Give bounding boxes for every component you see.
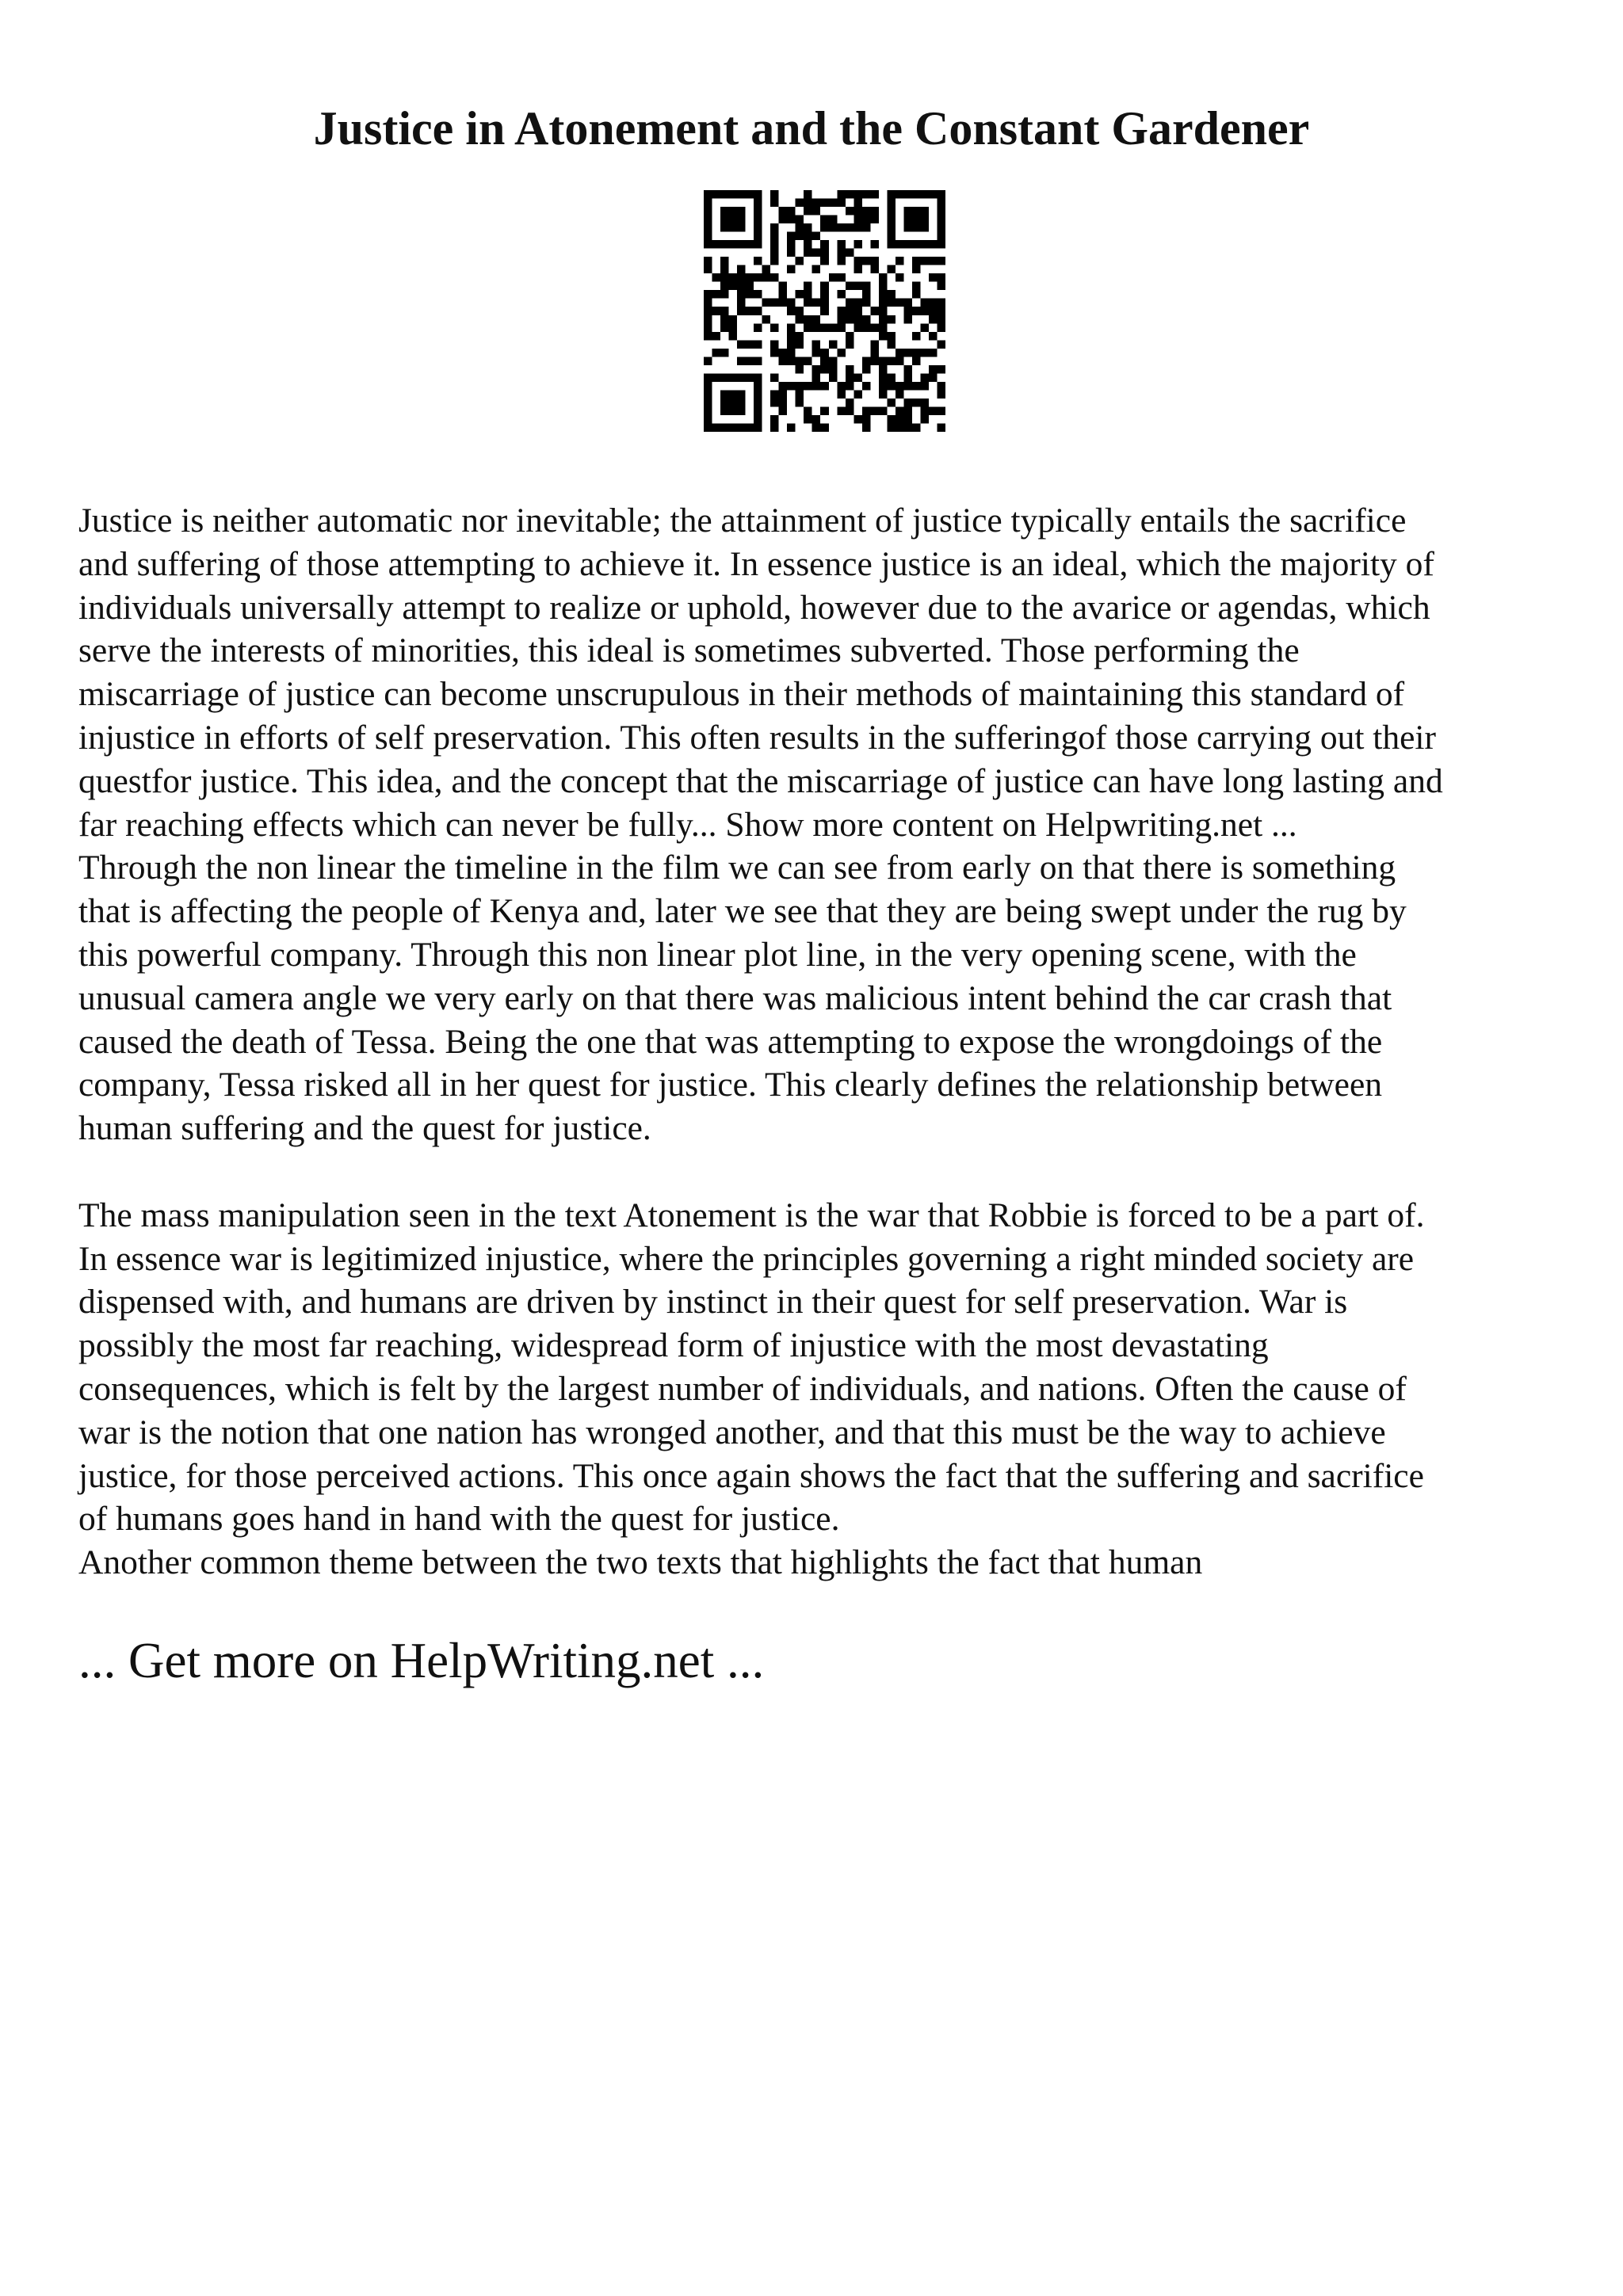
essay-paragraph-1: Justice is neither automatic nor inevitable; the attainment of justice typically entails the sacrifice and suffering of those attempting to achieve it. In essence justice is an ideal, which the majority of individuals universally attempt to realize or uphold, however due to the avarice or agendas, which serve the interests of minorities, this ideal is sometimes subverted. Those performing the miscarriage of justice can become unscrupulous in their methods of maintaining this standard of injustice in efforts of self preservation. This often results in the sufferingof those carrying out their questfor justice. This idea, and the concept that the miscarriage of justice can have long lasting and far reaching effects which can never be fully... Show more content on Helpwriting.net ... Through the non linear the timeline in the film we can see from early on that there is something that is affecting the people of Kenya and, later we see that they are being swept under the rug by this powerful company. Through this non linear plot line, in the very opening scene, with the unusual camera angle we very early on that there was malicious intent behind the car crash that caused the death of Tessa. Being the one that was attempting to expose the wrongdoings of the company, Tessa risked all in her quest for justice. This clearly defines the relationship between human suffering and the quest for justice. (78, 502, 1443, 1148)
essay-body (78, 499, 1568, 1585)
essay-paragraph-2: The mass manipulation seen in the text Atonement is the war that Robbie is forced to be a part of. In essence war is legitimized injustice, where the principles governing a right minded society are dispensed with, and humans are driven by instinct in their quest for self preservation. War is possibly the most far reaching, widespread form of injustice with the most devastating consequences, which is felt by the largest number of individuals, and nations. Often the cause of war is the notion that one nation has wronged another, and that this must be the way to achieve justice, for those perceived actions. This once again shows the fact that the suffering and sacrifice of humans goes hand in hand with the quest for justice. Another common theme between the two texts that highlights the fact that human (78, 1196, 1425, 1582)
paragraph-gap (78, 1150, 1568, 1194)
qr-code-icon (704, 190, 945, 432)
document-title: Justice in Atonement and the Constant Gardener (313, 102, 1310, 154)
get-more-link[interactable]: ... Get more on HelpWriting.net ... (78, 1633, 765, 1688)
